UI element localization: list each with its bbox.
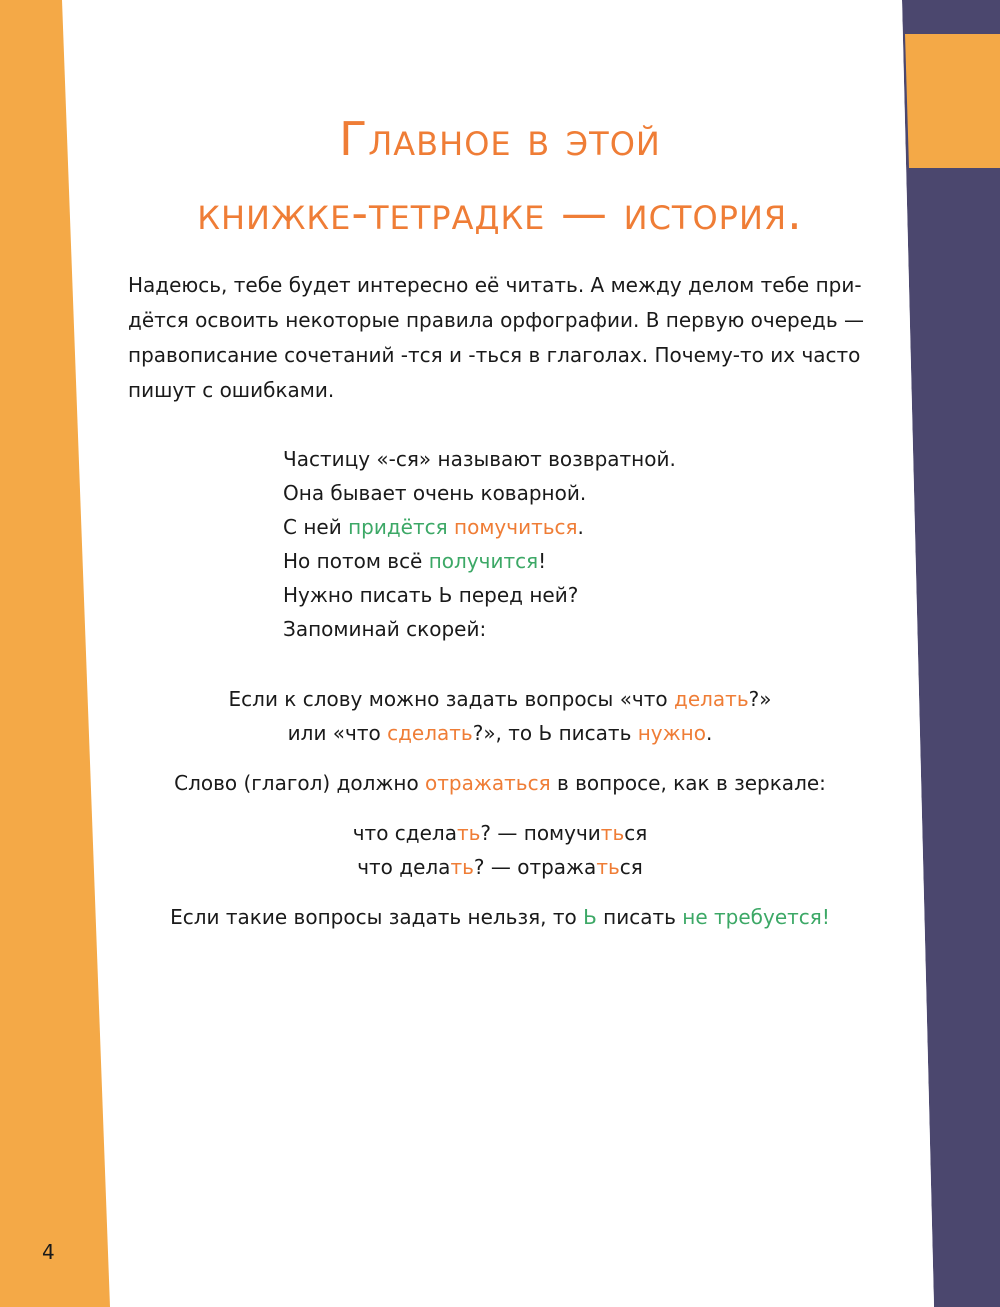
highlight-orange: помучиться [454, 515, 578, 539]
mirror-text: Слово (глагол) должно [174, 771, 426, 795]
poem-line-4 [283, 544, 676, 578]
rule-text: или «что [287, 721, 388, 745]
example-line-1 [0, 816, 1000, 850]
poem-line-3 [283, 510, 676, 544]
poem-line-2: Она бывает очень коварной. [283, 481, 587, 505]
highlight-orange: отражаться [425, 771, 551, 795]
page-number: 4 [42, 1240, 55, 1264]
poem-text: . [577, 515, 584, 539]
highlight-orange: делать [674, 687, 749, 711]
poem-line-5: Нужно писать Ь перед ней? [283, 583, 579, 607]
intro-paragraph: Надеюсь, тебе будет интересно её читать. А между делом тебе при-дётся освоить некоторые правила орфографии. В первую очередь — правописание сочетаний -тся и -ться в глаголах. Почему-то их часто пишут с ошибками. [128, 273, 864, 402]
example-text: что дела [357, 855, 451, 879]
highlight-green: получится [428, 549, 539, 573]
final-text: писать [596, 905, 683, 929]
highlight-green: придётся [348, 515, 448, 539]
final-line [0, 900, 1000, 934]
final-text: Если такие вопросы задать нельзя, то [170, 905, 584, 929]
poem [283, 442, 676, 646]
mirror-text: в вопросе, как в зеркале: [550, 771, 826, 795]
rule-text: Если к слову можно задать вопросы «что [228, 687, 674, 711]
highlight-orange: ть [456, 821, 481, 845]
example-text: ? — отража [473, 855, 597, 879]
rule-text: . [705, 721, 713, 745]
example-text: ся [624, 821, 648, 845]
highlight-green: Ь [583, 905, 597, 929]
highlight-orange: ть [600, 821, 625, 845]
highlight-orange: ть [450, 855, 474, 879]
rule-text: ?», то Ь писать [472, 721, 638, 745]
poem-line-1: Частицу «-ся» называют возвратной. [283, 447, 676, 471]
rule-line-1 [0, 682, 1000, 716]
mirror-line [0, 766, 1000, 800]
example-line-2 [0, 850, 1000, 884]
highlight-orange: нужно [637, 721, 706, 745]
example-text: ся [619, 855, 643, 879]
highlight-orange: сделать [387, 721, 473, 745]
highlight-green: не требуется! [682, 905, 830, 929]
poem-line-6: Запоминай скорей: [283, 617, 487, 641]
poem-text: Но потом всё [283, 549, 429, 573]
page-title-line-2: книжке-тетрадке — история. [197, 186, 803, 240]
poem-text: С ней [283, 515, 349, 539]
example-text: что сдела [352, 821, 457, 845]
rule-line-2 [0, 716, 1000, 750]
page-title-line-1: Главное в этой [339, 112, 661, 166]
highlight-orange: ть [596, 855, 620, 879]
poem-text: ! [538, 549, 547, 573]
rule-text: ?» [748, 687, 772, 711]
example-text: ? — помучи [480, 821, 601, 845]
